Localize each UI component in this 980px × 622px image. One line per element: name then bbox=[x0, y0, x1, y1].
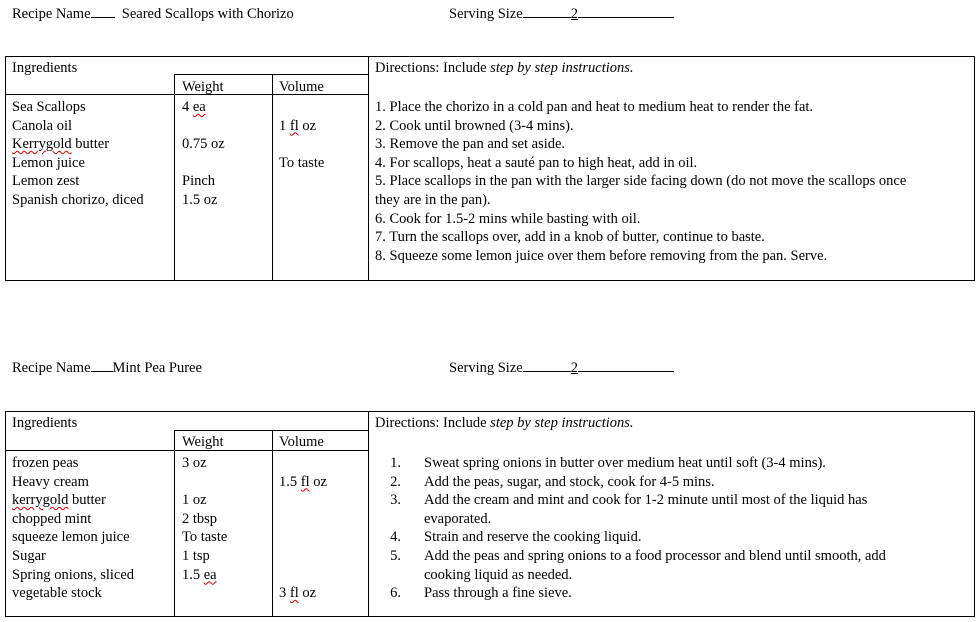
serving-size-label: Serving Size bbox=[449, 360, 523, 376]
ingredient-name: Lemon juice bbox=[12, 154, 85, 171]
volume-header: Volume bbox=[279, 434, 324, 450]
ingredient-volume-column bbox=[279, 98, 324, 210]
ingredient-weight: 1 oz bbox=[182, 492, 207, 509]
recipe-2-serving-value: 2 bbox=[570, 360, 578, 376]
recipe-1-serving-value: 2 bbox=[570, 6, 578, 22]
ingredients-header: Ingredients bbox=[12, 60, 78, 76]
ingredient-name: vegetable stock bbox=[12, 585, 102, 602]
direction-step: 3. Remove the pan and set aside. bbox=[375, 136, 566, 153]
ingredient-weight-column bbox=[182, 98, 225, 210]
ingredient-name: Sea Scallops bbox=[12, 99, 86, 115]
ingredient-weight-column bbox=[182, 454, 227, 603]
direction-step: 8. Squeeze some lemon juice over them before removing from the pan. Serve. bbox=[375, 247, 828, 264]
ingredient-volume bbox=[279, 135, 324, 154]
direction-step: 1. Place the chorizo in a cold pan and heat to medium heat to render the fat. bbox=[375, 99, 814, 115]
serving-size-label: Serving Size bbox=[449, 6, 523, 22]
direction-step: 2. Cook until browned (3-4 mins). bbox=[375, 117, 574, 134]
direction-step: 3. Add the cream and mint and cook for 1-2 minute until most of the liquid has bbox=[390, 492, 868, 509]
ingredient-weight: 1.5 oz bbox=[182, 191, 218, 208]
ingredient-name: Spring onions, sliced bbox=[12, 566, 135, 583]
direction-step: 7. Turn the scallops over, add in a knob of butter, continue to baste. bbox=[375, 229, 765, 246]
direction-step: 4. For scallops, heat a sauté pan to high heat, add in oil. bbox=[375, 154, 698, 171]
ingredient-name: Sugar bbox=[12, 547, 46, 564]
recipe-2-serving-line bbox=[449, 357, 674, 377]
ingredient-name: kerrygold butter bbox=[12, 492, 106, 509]
ingredient-volume: 3 fl oz bbox=[279, 585, 317, 602]
directions-header: Directions: Include step by step instructions. bbox=[375, 60, 634, 76]
ingredient-volume bbox=[279, 98, 324, 117]
ingredient-name: Kerrygold butter bbox=[12, 136, 110, 153]
direction-step: 6. Cook for 1.5-2 mins while basting with oil. bbox=[375, 210, 641, 227]
direction-step: cooking liquid as needed. bbox=[424, 566, 573, 583]
directions-list bbox=[375, 454, 886, 603]
ingredient-weight: To taste bbox=[182, 529, 228, 546]
recipe-2-table bbox=[5, 411, 975, 617]
ingredient-name: squeeze lemon juice bbox=[12, 529, 130, 546]
ingredient-name: frozen peas bbox=[12, 455, 79, 471]
direction-step: 5. Place scallops in the pan with the larger side facing down (do not move the scallops once bbox=[375, 173, 907, 190]
ingredient-volume-column bbox=[279, 454, 327, 603]
recipe-1-serving-line bbox=[449, 3, 674, 23]
ingredient-weight bbox=[182, 154, 225, 173]
ingredient-volume: 1 fl oz bbox=[279, 117, 317, 134]
ingredient-weight: 4 ea bbox=[182, 99, 206, 115]
direction-step: 6. Pass through a fine sieve. bbox=[390, 585, 572, 602]
direction-step: 2. Add the peas, sugar, and stock, cook for 4-5 mins. bbox=[390, 473, 715, 490]
ingredient-weight bbox=[182, 117, 225, 136]
ingredient-volume bbox=[279, 172, 324, 191]
recipe-1-table bbox=[5, 56, 975, 281]
volume-header: Volume bbox=[279, 79, 324, 95]
ingredient-weight bbox=[182, 584, 227, 603]
ingredient-name: Lemon zest bbox=[12, 173, 80, 190]
direction-step: 5. Add the peas and spring onions to a food processor and blend until smooth, add bbox=[390, 547, 886, 564]
ingredient-weight bbox=[182, 473, 227, 492]
direction-step: 4. Strain and reserve the cooking liquid. bbox=[390, 529, 642, 546]
ingredient-weight: 1.5 ea bbox=[182, 566, 217, 583]
ingredient-name: chopped mint bbox=[12, 510, 92, 527]
ingredient-volume bbox=[279, 491, 327, 510]
weight-header: Weight bbox=[182, 434, 224, 450]
recipe-1-name: Seared Scallops with Chorizo bbox=[121, 6, 294, 22]
recipe-1-name-line bbox=[12, 3, 294, 23]
ingredient-volume: To taste bbox=[279, 154, 325, 171]
ingredient-volume: 1.5 fl oz bbox=[279, 473, 327, 490]
ingredient-weight: Pinch bbox=[182, 173, 216, 190]
ingredients-header: Ingredients bbox=[12, 415, 78, 431]
direction-step: they are in the pan). bbox=[375, 191, 491, 208]
ingredient-volume bbox=[279, 191, 324, 210]
directions-list bbox=[375, 98, 906, 265]
ingredient-name-column bbox=[12, 98, 144, 210]
recipe-name-label: Recipe Name bbox=[12, 6, 91, 22]
weight-header: Weight bbox=[182, 79, 224, 95]
ingredient-name: Spanish chorizo, diced bbox=[12, 191, 144, 208]
ingredient-name: Canola oil bbox=[12, 117, 73, 134]
ingredient-weight: 3 oz bbox=[182, 455, 207, 471]
recipe-name-label: Recipe Name bbox=[12, 360, 91, 376]
ingredient-weight: 2 tbsp bbox=[182, 510, 218, 527]
ingredient-volume bbox=[279, 510, 327, 529]
ingredient-volume bbox=[279, 528, 327, 547]
direction-step: 1. Sweat spring onions in butter over medium heat until soft (3-4 mins). bbox=[390, 455, 826, 471]
ingredient-volume bbox=[279, 454, 327, 473]
ingredient-name-column bbox=[12, 454, 134, 603]
ingredient-weight: 1 tsp bbox=[182, 547, 210, 564]
ingredient-volume bbox=[279, 566, 327, 585]
recipe-2-name: Mint Pea Puree bbox=[112, 360, 202, 376]
ingredient-volume bbox=[279, 547, 327, 566]
direction-step: evaporated. bbox=[424, 510, 492, 527]
recipe-2-name-line bbox=[12, 357, 202, 377]
directions-header: Directions: Include step by step instructions. bbox=[375, 415, 634, 431]
ingredient-weight: 0.75 oz bbox=[182, 136, 225, 153]
ingredient-name: Heavy cream bbox=[12, 473, 89, 490]
